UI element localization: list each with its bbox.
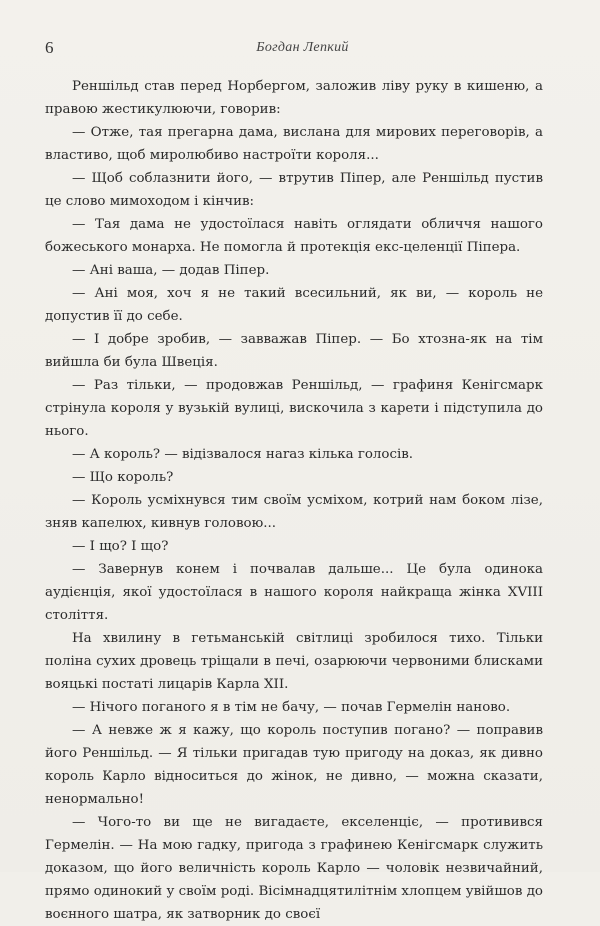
body-text xyxy=(45,75,543,926)
paragraph: — Король усміхнувся тим своїм усміхом, котрий нам боком лізе, зняв капелюх, кивнув головою... xyxy=(45,493,543,531)
paragraph: — Що король? xyxy=(72,470,174,485)
paragraph: На хвилину в гетьманській світлиці зробилося тихо. Тільки поліна сухих дровець тріщали в печі, озарюючи червоними блисками вояцькі постаті лицарів Карла XII. xyxy=(45,631,543,692)
paragraph: — Раз тільки, — продовжав Реншільд, — графиня Кенігсмарк стрінула короля у вузькій вулиці, вискочила з карети і підступила до нього. xyxy=(45,378,543,439)
paragraph: — Щоб соблазнити його, — втрутив Піпер, але Реншільд пустив це слово мимоходом і кінчив: xyxy=(45,171,543,209)
running-title: Богдан Лепкий xyxy=(256,40,349,55)
page-header xyxy=(45,38,560,58)
paragraph: — Нічого поганого я в тім не бачу, — почав Гермелін наново. xyxy=(72,700,511,715)
paragraph: — Завернув конем і почвалав дальше... Це була одинока аудієнція, якої удостоїлася в нашого короля найкраща жінка XVIII століття. xyxy=(45,562,543,623)
paragraph: — Ані ваша, — додав Піпер. xyxy=(72,263,270,278)
paragraph: — Ані моя, хоч я не такий всесильний, як ви, — король не допустив її до себе. xyxy=(45,286,543,324)
paragraph: — А король? — відізвалося наraз кілька голосів. xyxy=(72,447,414,462)
paragraph: — А невже ж я кажу, що король поступив погано? — поправив його Реншільд. — Я тільки пригадав тую пригоду на доказ, як дивно король Карло відноситься до жінок, не дивно, — можна сказати, ненормально! xyxy=(45,723,543,807)
paragraph: — Чого-то ви ще не вигадаєте, екселенціє, — противився Гермелін. — На мою гадку, пригода з графинею Кенігсмарк служить доказом, що його величність король Карло — чоловік незвичайний, прямо одинокий у своїм роді. Вісімнадцятилітнім хлопцем увійшов до воєнного шатра, як затворник до своєї xyxy=(45,815,543,922)
paragraph: — І добре зробив, — завважав Піпер. — Бо хтозна-як на тім вийшла би була Швеція. xyxy=(45,332,543,370)
paragraph: — І що? І що? xyxy=(72,539,169,554)
paragraph: Реншільд став перед Норбергом, заложив ліву руку в кишеню, а правою жестикулюючи, говорив: xyxy=(45,79,543,117)
page-number: 6 xyxy=(45,38,54,57)
paragraph: — Отже, тая прегарна дама, вислана для мирових переговорів, а властиво, щоб миролюбиво настроїти короля... xyxy=(45,125,543,163)
paragraph: — Тая дама не удостоїлася навіть оглядати обличчя нашого божеського монарха. Не помогла й протекція екс-целенції Піпера. xyxy=(45,217,543,255)
